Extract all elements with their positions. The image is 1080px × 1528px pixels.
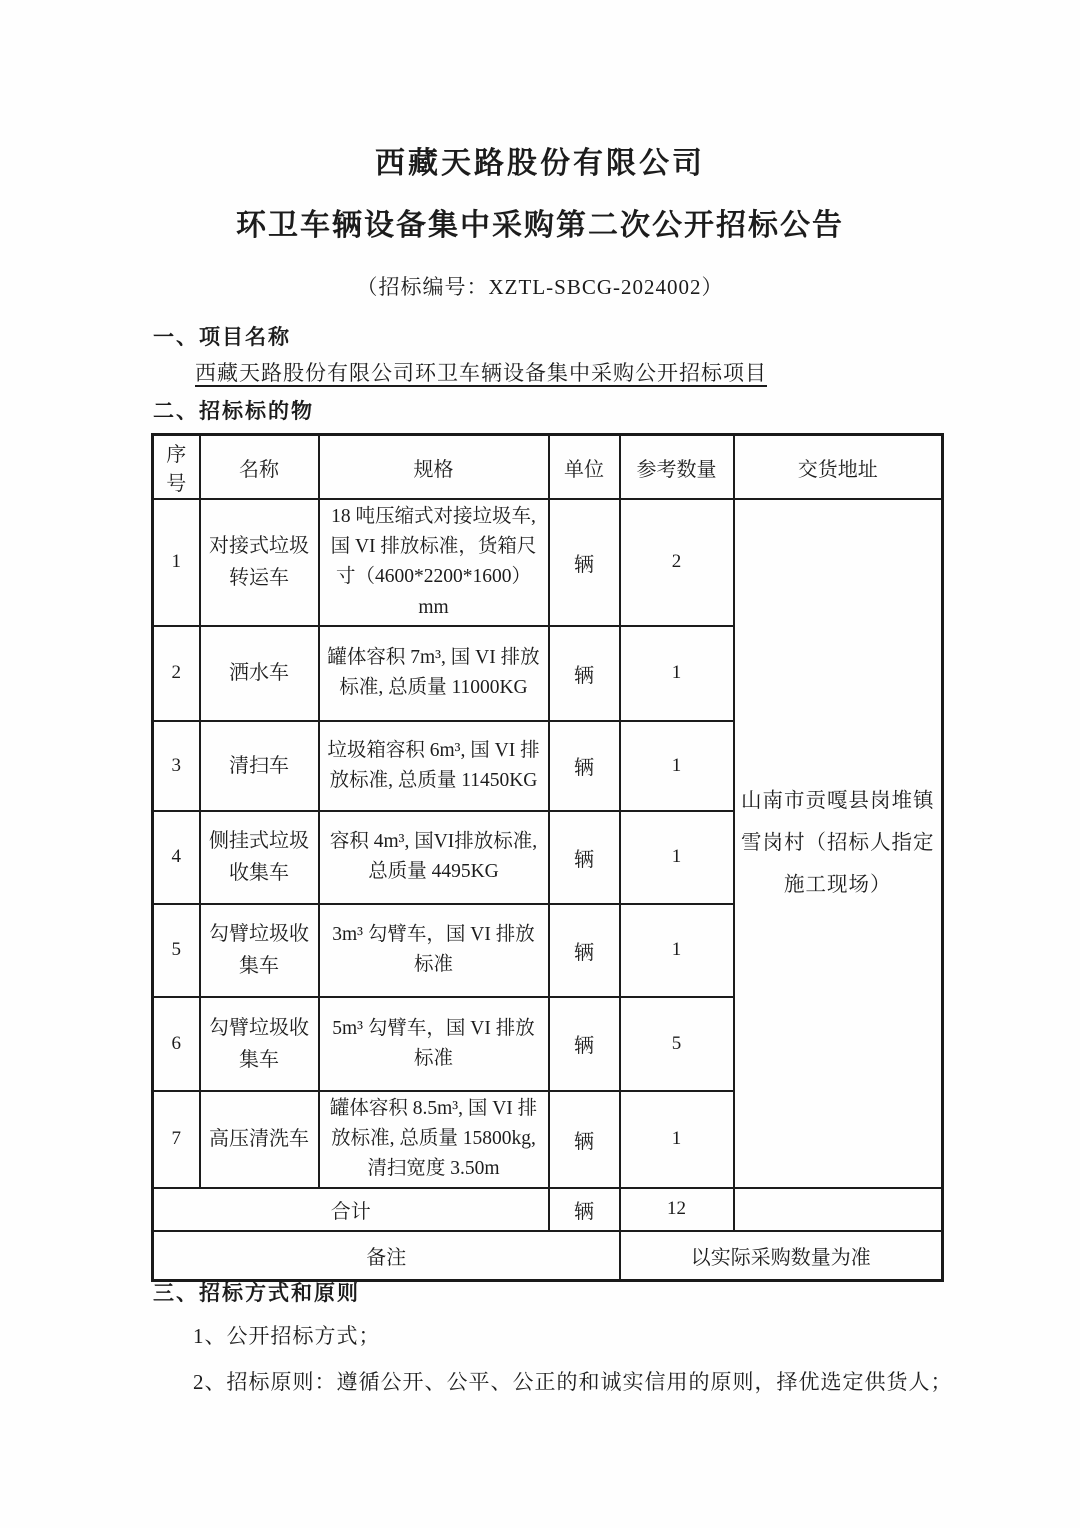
delivery-address-cell: 山南市贡嘎县岗堆镇雪岗村（招标人指定施工现场） (734, 499, 943, 1188)
section3-heading: 三、招标方式和原则 (153, 1282, 360, 1305)
total-qty: 12 (620, 1188, 734, 1231)
row-unit: 辆 (549, 904, 620, 997)
row-qty: 1 (620, 811, 734, 904)
remark-value: 以实际采购数量为准 (620, 1231, 943, 1281)
row-qty: 2 (620, 499, 734, 626)
remark-row (153, 1231, 943, 1281)
row-no: 3 (153, 721, 200, 811)
row-spec: 容积 4m³, 国VI排放标准, 总质量 4495KG (319, 811, 549, 904)
total-label: 合计 (153, 1188, 549, 1231)
tender-items-table (151, 433, 944, 1282)
header-spec: 规格 (319, 435, 549, 500)
total-address-empty (734, 1188, 943, 1231)
row-name: 勾臂垃圾收集车 (200, 904, 319, 997)
header-qty: 参考数量 (620, 435, 734, 500)
row-spec: 18 吨压缩式对接垃圾车, 国 VI 排放标准，货箱尺寸（4600*2200*1600）mm (319, 499, 549, 626)
total-row (153, 1188, 943, 1231)
section2-heading: 二、招标标的物 (153, 400, 314, 423)
row-qty: 5 (620, 997, 734, 1091)
table-row (153, 499, 943, 626)
row-qty: 1 (620, 1091, 734, 1188)
row-name: 对接式垃圾转运车 (200, 499, 319, 626)
row-unit: 辆 (549, 1091, 620, 1188)
section3-item: 2、招标原则：遵循公开、公平、公正的和诚实信用的原则，择优选定供货人； (193, 1370, 953, 1394)
row-no: 1 (153, 499, 200, 626)
row-name: 洒水车 (200, 626, 319, 721)
row-unit: 辆 (549, 721, 620, 811)
project-name: 西藏天路股份有限公司环卫车辆设备集中采购公开招标项目 (195, 361, 767, 385)
row-unit: 辆 (549, 626, 620, 721)
announcement-title: 环卫车辆设备集中采购第二次公开招标公告 (236, 209, 844, 242)
row-name: 侧挂式垃圾收集车 (200, 811, 319, 904)
header-address: 交货地址 (734, 435, 943, 500)
row-unit: 辆 (549, 811, 620, 904)
row-no: 4 (153, 811, 200, 904)
row-unit: 辆 (549, 499, 620, 626)
section1-heading: 一、项目名称 (153, 326, 291, 349)
row-qty: 1 (620, 904, 734, 997)
row-unit: 辆 (549, 997, 620, 1091)
section3-item: 1、公开招标方式； (193, 1324, 381, 1348)
row-no: 5 (153, 904, 200, 997)
row-qty: 1 (620, 721, 734, 811)
row-name: 清扫车 (200, 721, 319, 811)
tender-number: （招标编号：XZTL-SBCG-2024002） (356, 275, 724, 299)
row-no: 7 (153, 1091, 200, 1188)
header-name: 名称 (200, 435, 319, 500)
table-header-row (153, 435, 943, 500)
row-no: 6 (153, 997, 200, 1091)
row-spec: 垃圾箱容积 6m³, 国 VI 排放标准, 总质量 11450KG (319, 721, 549, 811)
row-qty: 1 (620, 626, 734, 721)
total-unit: 辆 (549, 1188, 620, 1231)
row-spec: 罐体容积 8.5m³, 国 VI 排放标准, 总质量 15800kg, 清扫宽度 3.50m (319, 1091, 549, 1188)
remark-label: 备注 (153, 1231, 620, 1281)
header-unit: 单位 (549, 435, 620, 500)
row-name: 高压清洗车 (200, 1091, 319, 1188)
company-title: 西藏天路股份有限公司 (375, 147, 705, 180)
row-spec: 罐体容积 7m³, 国 VI 排放标准, 总质量 11000KG (319, 626, 549, 721)
row-name: 勾臂垃圾收集车 (200, 997, 319, 1091)
row-spec: 5m³ 勾臂车，国 VI 排放标准 (319, 997, 549, 1091)
header-no: 序号 (153, 435, 200, 500)
row-no: 2 (153, 626, 200, 721)
row-spec: 3m³ 勾臂车，国 VI 排放标准 (319, 904, 549, 997)
